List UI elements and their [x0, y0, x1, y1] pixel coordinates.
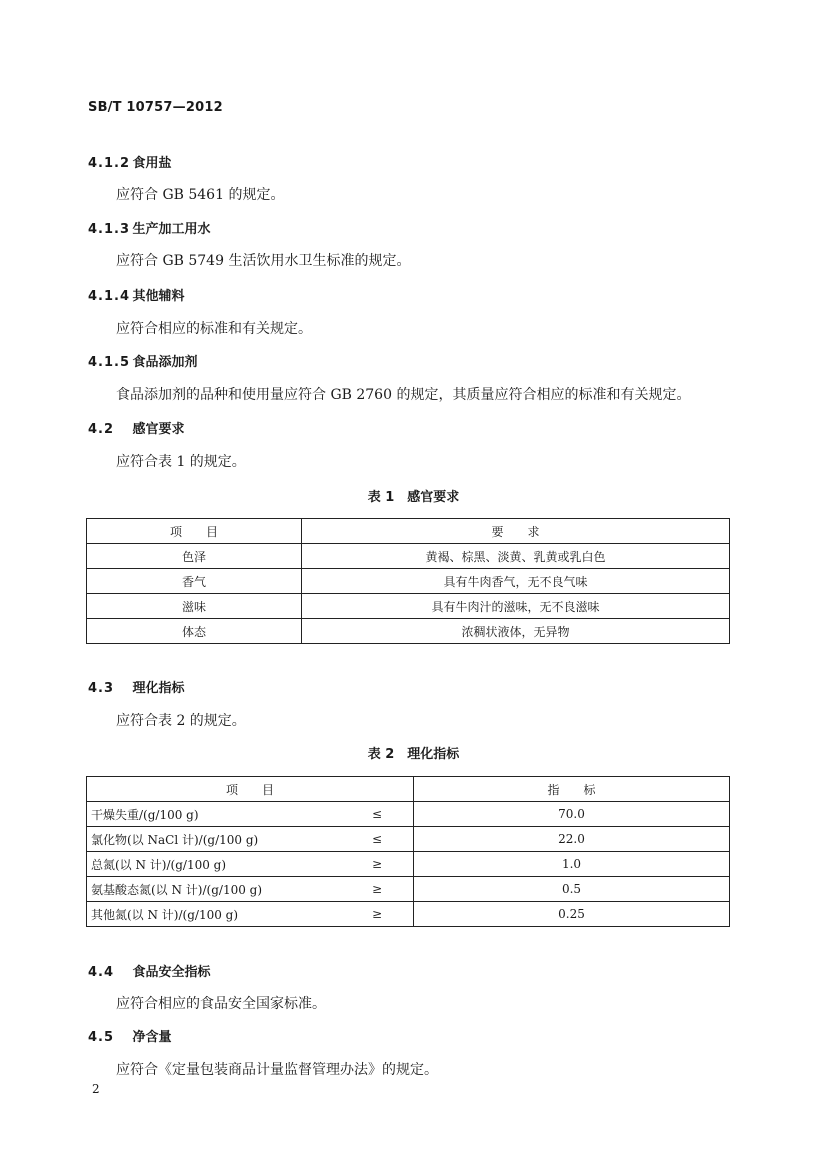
page-number: 2 — [92, 1082, 100, 1096]
table-row — [87, 594, 730, 619]
standard-code: SB/T 10757—2012 — [88, 100, 223, 115]
section-text: 应符合《定量包装商品计量监督管理办法》的规定。 — [116, 1062, 438, 1078]
comparison-symbol: ≥ — [341, 902, 414, 927]
physicochemical-table — [86, 776, 730, 927]
section-number: 4.2 — [88, 422, 115, 437]
section-number: 4.1.3 — [88, 222, 131, 237]
table-cell: 总氮(以 N 计)/(g/100 g) — [87, 852, 342, 877]
section-text: 应符合表 1 的规定。 — [116, 454, 246, 470]
column-header: 项 目 — [87, 519, 302, 544]
table-cell: 22.0 — [414, 827, 730, 852]
section-title: 感官要求 — [132, 422, 185, 437]
column-header: 指 标 — [414, 777, 730, 802]
table-header-row — [87, 777, 730, 802]
section-text: 食品添加剂的品种和使用量应符合 GB 2760 的规定，其质量应符合相应的标准和有关规定。 — [116, 387, 691, 403]
section-number: 4.1.2 — [88, 156, 131, 171]
section-text: 应符合相应的食品安全国家标准。 — [116, 996, 326, 1012]
column-header: 项 目 — [87, 777, 414, 802]
table-cell: 其他氮(以 N 计)/(g/100 g) — [87, 902, 342, 927]
section-heading — [88, 285, 185, 304]
table-cell: 具有牛肉香气，无不良气味 — [302, 569, 730, 594]
section-title: 理化指标 — [132, 681, 185, 696]
table-cell: 滋味 — [87, 594, 302, 619]
section-title: 食用盐 — [132, 156, 172, 171]
table-row — [87, 544, 730, 569]
table-row — [87, 827, 730, 852]
table-cell: 0.25 — [414, 902, 730, 927]
table-cell: 色泽 — [87, 544, 302, 569]
section-title: 其他辅料 — [132, 289, 185, 304]
sensory-table — [86, 518, 730, 644]
table-cell: 70.0 — [414, 802, 730, 827]
section-heading — [88, 677, 185, 696]
section-heading — [88, 218, 211, 237]
section-text: 应符合 GB 5749 生活饮用水卫生标准的规定。 — [116, 253, 411, 269]
table-cell: 0.5 — [414, 877, 730, 902]
section-heading — [88, 418, 185, 437]
table-caption: 表 2 理化指标 — [367, 747, 460, 762]
table-row — [87, 569, 730, 594]
table-row — [87, 852, 730, 877]
comparison-symbol: ≥ — [341, 877, 414, 902]
table-row — [87, 902, 730, 927]
table-cell: 氯化物(以 NaCl 计)/(g/100 g) — [87, 827, 342, 852]
section-number: 4.5 — [88, 1030, 115, 1045]
table-cell: 1.0 — [414, 852, 730, 877]
section-text: 应符合 GB 5461 的规定。 — [116, 187, 285, 203]
section-text: 应符合相应的标准和有关规定。 — [116, 321, 312, 337]
section-title: 食品安全指标 — [132, 965, 211, 980]
table-cell: 体态 — [87, 619, 302, 644]
section-title: 净含量 — [132, 1030, 172, 1045]
section-number: 4.4 — [88, 965, 115, 980]
table-cell: 干燥失重/(g/100 g) — [87, 802, 342, 827]
section-number: 4.3 — [88, 681, 115, 696]
table-row — [87, 619, 730, 644]
table-cell: 氨基酸态氮(以 N 计)/(g/100 g) — [87, 877, 342, 902]
table-header-row — [87, 519, 730, 544]
section-title: 生产加工用水 — [132, 222, 211, 237]
comparison-symbol: ≤ — [341, 802, 414, 827]
section-number: 4.1.4 — [88, 289, 131, 304]
section-heading — [88, 961, 211, 980]
section-heading — [88, 351, 198, 370]
comparison-symbol: ≥ — [341, 852, 414, 877]
column-header: 要 求 — [302, 519, 730, 544]
section-text: 应符合表 2 的规定。 — [116, 713, 246, 729]
table-cell: 香气 — [87, 569, 302, 594]
comparison-symbol: ≤ — [341, 827, 414, 852]
table-cell: 具有牛肉汁的滋味，无不良滋味 — [302, 594, 730, 619]
table-cell: 浓稠状液体，无异物 — [302, 619, 730, 644]
section-heading — [88, 1026, 172, 1045]
table-caption: 表 1 感官要求 — [367, 490, 460, 505]
section-number: 4.1.5 — [88, 355, 131, 370]
section-title: 食品添加剂 — [132, 355, 198, 370]
table-row — [87, 877, 730, 902]
section-heading — [88, 152, 172, 171]
table-cell: 黄褐、棕黑、淡黄、乳黄或乳白色 — [302, 544, 730, 569]
table-row — [87, 802, 730, 827]
